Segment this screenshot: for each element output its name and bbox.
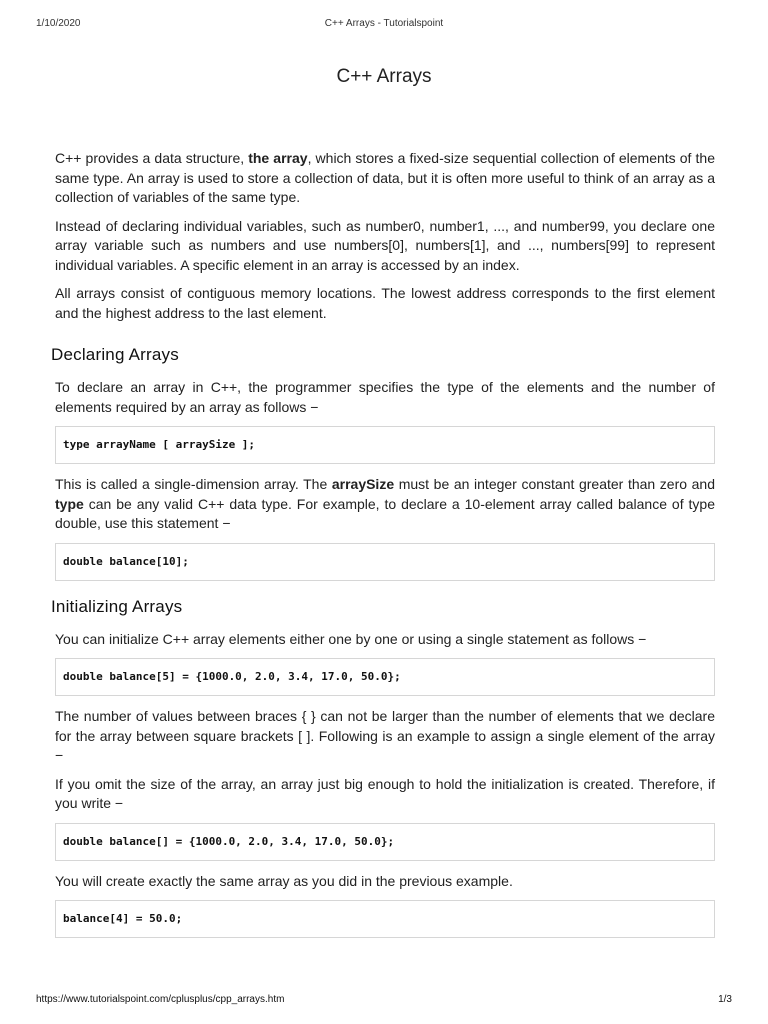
code-block-declare-example[interactable]: double balance[10]; (55, 543, 715, 581)
intro-paragraph-2: Instead of declaring individual variables, such as number0, number1, ..., and number99, you declare one array variable such as numbers and use numbers[0], numbers[1], and ..., numbers[99] to represent individual variables. A specific element in an array is accessed by an index. (55, 217, 715, 273)
print-footer-url: https://www.tutorialspoint.com/cplusplus/cpp_arrays.htm (36, 994, 285, 1005)
initializing-paragraph-4: You will create exactly the same array as you did in the previous example. (55, 872, 513, 889)
declaring-paragraph-2: This is called a single-dimension array. The arraySize must be an integer constant greater than zero and type can be any valid C++ data type. For example, to declare a 10-element array called balance of type double, use this statement − (55, 476, 715, 531)
intro-paragraph-3: All arrays consist of contiguous memory locations. The lowest address corresponds to the first element and the highest address to the last element. (55, 285, 715, 321)
initializing-paragraph-2: The number of values between braces { } can not be larger than the number of elements that we declare for the array between square brackets [ ]. Following is an example to assign a single element of the array − (55, 708, 715, 763)
section-heading-declaring: Declaring Arrays (51, 345, 179, 364)
code-block-initialize-sized[interactable]: double balance[5] = {1000.0, 2.0, 3.4, 17.0, 50.0}; (55, 658, 715, 696)
print-footer-page-number: 1/3 (718, 994, 732, 1005)
term-the-array: the array (248, 150, 308, 166)
initializing-paragraph-3: If you omit the size of the array, an array just big enough to hold the initialization is created. Therefore, if you write − (55, 775, 715, 811)
initializing-paragraph-1: You can initialize C++ array elements either one by one or using a single statement as follows − (55, 630, 647, 647)
code-block-declare-syntax[interactable]: type arrayName [ arraySize ]; (55, 426, 715, 464)
print-date: 1/10/2020 (36, 18, 81, 29)
code-block-initialize-unsized[interactable]: double balance[] = {1000.0, 2.0, 3.4, 17.0, 50.0}; (55, 823, 715, 861)
term-type: type (55, 495, 84, 512)
page-title: C++ Arrays (336, 66, 432, 87)
intro-paragraph-1: C++ provides a data structure, the array, which stores a fixed-size sequential collection of elements of the same type. An array is used to store a collection of data, but it is often more useful to think of an array as a collection of variables of the same type. (55, 150, 715, 205)
code-block-assign-element[interactable]: balance[4] = 50.0; (55, 900, 715, 938)
declaring-paragraph-1: To declare an array in C++, the programmer specifies the type of the elements and the number of elements required by an array as follows − (55, 379, 715, 415)
print-header-title: C++ Arrays - Tutorialspoint (324, 18, 444, 29)
article-body (51, 149, 715, 949)
section-heading-initializing: Initializing Arrays (51, 596, 183, 616)
term-arraysize: arraySize (331, 476, 395, 492)
